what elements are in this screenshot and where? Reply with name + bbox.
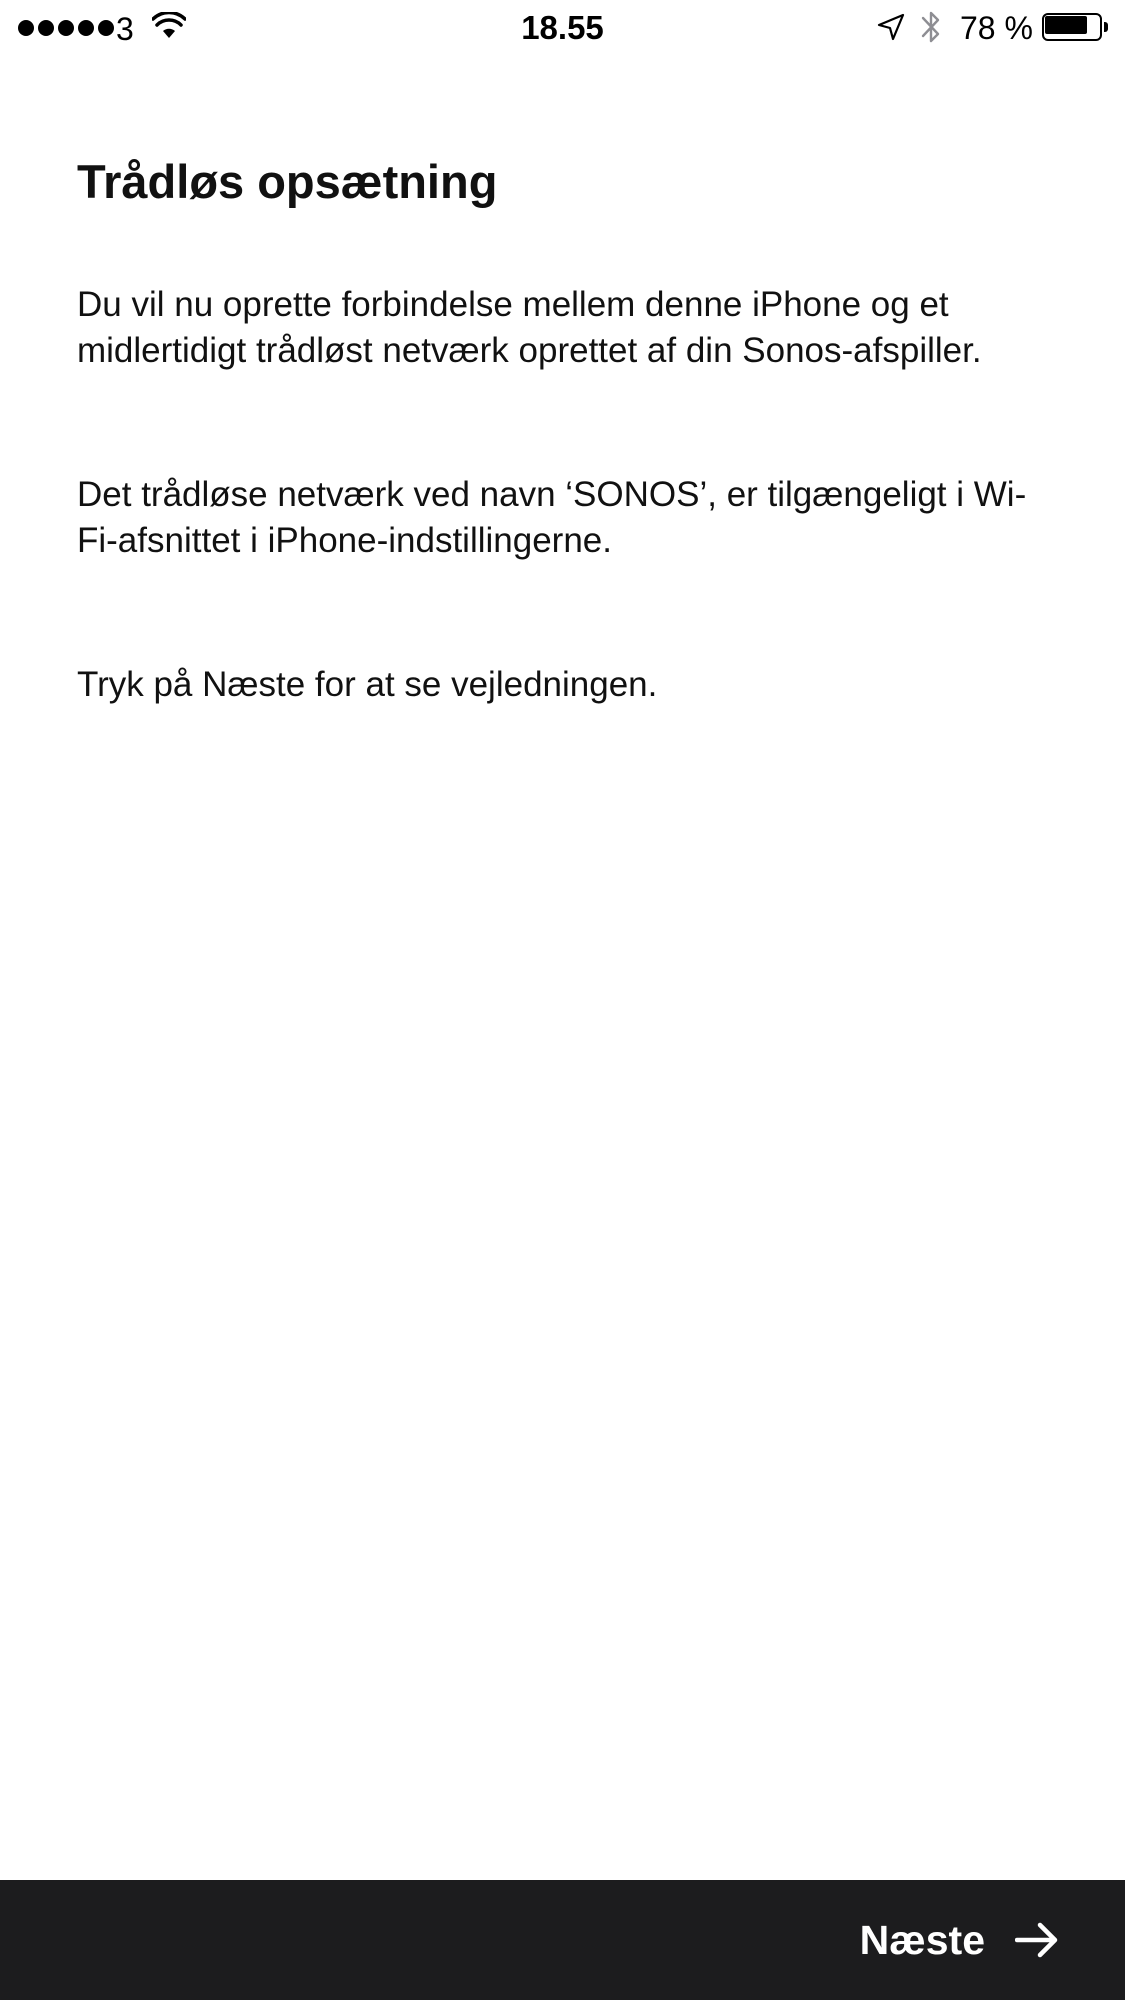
bottom-bar [0, 1880, 1125, 2000]
bluetooth-icon [920, 8, 942, 46]
status-bar [0, 0, 1125, 58]
instruction-paragraph: Tryk på Næste for at se vejledningen. [77, 665, 658, 704]
status-time: 18.55 [521, 9, 604, 46]
battery-icon [1042, 13, 1110, 43]
arrow-right-icon [1015, 1922, 1059, 1958]
intro-paragraph: Du vil nu oprette forbindelse mellem denne iPhone og et midlertidigt trådløst netværk oprettet af din Sonos-afspiller. [77, 285, 982, 370]
setup-content [77, 150, 1067, 708]
page-title: Trådløs opsætning [77, 155, 498, 208]
location-arrow-icon [876, 12, 906, 42]
battery-fill [1045, 16, 1087, 34]
next-button-label: Næste [859, 1916, 985, 1963]
next-button[interactable] [860, 1902, 1059, 1978]
carrier-name: 3 [116, 11, 134, 47]
battery-percent: 78 % [960, 10, 1033, 46]
battery-tip [1104, 22, 1108, 32]
network-info-paragraph: Det trådløse netværk ved navn ‘SONOS’, er tilgængeligt i Wi-Fi-afsnittet i iPhone-indstillingerne. [77, 475, 1027, 560]
